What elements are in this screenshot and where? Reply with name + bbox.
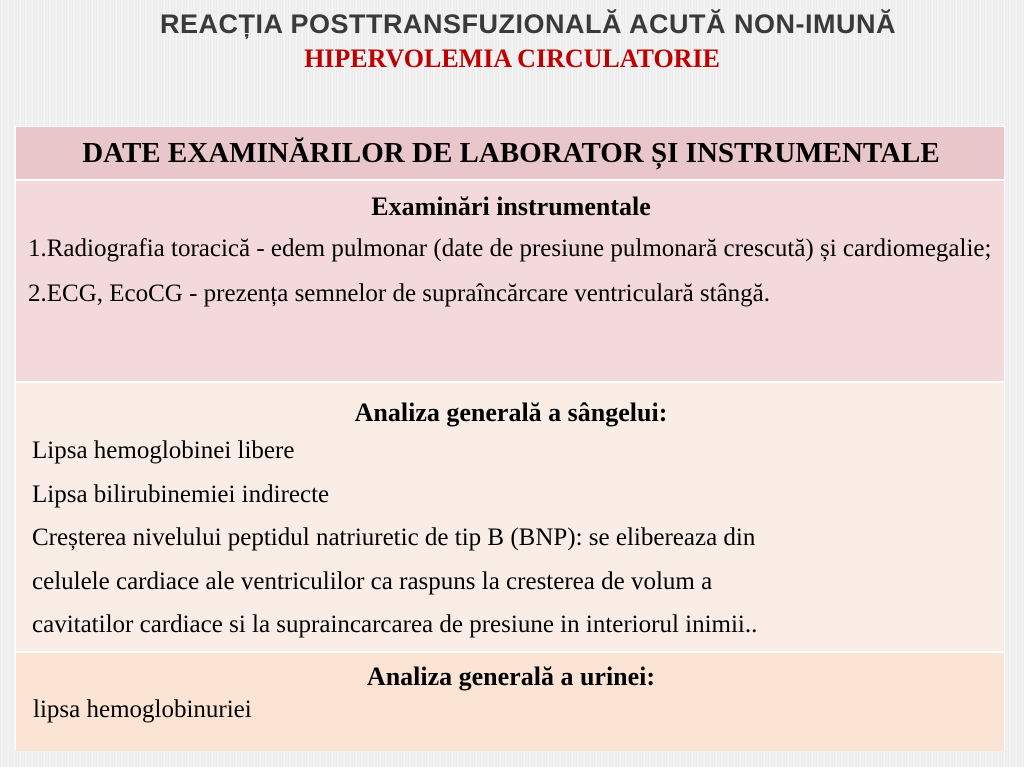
slide-title xyxy=(0,6,1024,76)
blood-finding: Lipsa bilirubinemiei indirecte xyxy=(32,480,330,508)
instrumental-section xyxy=(16,181,1004,383)
lab-data-table xyxy=(15,126,1005,750)
urine-analysis-section xyxy=(16,653,1004,751)
table-header: DATE EXAMINĂRILOR DE LABORATOR ȘI INSTRUMENTALE xyxy=(16,127,1004,181)
blood-finding: celulele cardiace ale ventriculilor ca raspuns la cresterea de volum a xyxy=(32,567,713,595)
instrumental-item-2: 2.ECG, EcoCG - prezența semnelor de supraîncărcare ventriculară stângă. xyxy=(28,280,771,307)
instrumental-heading: Examinări instrumentale xyxy=(371,192,651,221)
blood-finding: Lipsa hemoglobinei libere xyxy=(32,437,295,464)
page-title: REACȚIA POSTTRANSFUZIONALĂ ACUTĂ NON-IMUNĂ xyxy=(160,9,896,39)
instrumental-item-1: 1.Radiografia toracică - edem pulmonar (date de presiune pulmonară crescută) și cardiomegalie; xyxy=(28,235,992,262)
blood-finding: Creșterea nivelului peptidul natriuretic de tip B (BNP): se elibereaza din xyxy=(32,524,756,551)
urine-analysis-heading: Analiza generală a urinei: xyxy=(366,662,656,691)
page-subtitle: HIPERVOLEMIA CIRCULATORIE xyxy=(304,44,720,73)
urine-finding: lipsa hemoglobinuriei xyxy=(33,696,252,723)
blood-finding: cavitatilor cardiace si la supraincarcarea de presiune in interiorul inimii.. xyxy=(32,611,758,638)
blood-analysis-heading: Analiza generală a sângelui: xyxy=(354,398,668,427)
blood-analysis-section xyxy=(16,383,1004,653)
